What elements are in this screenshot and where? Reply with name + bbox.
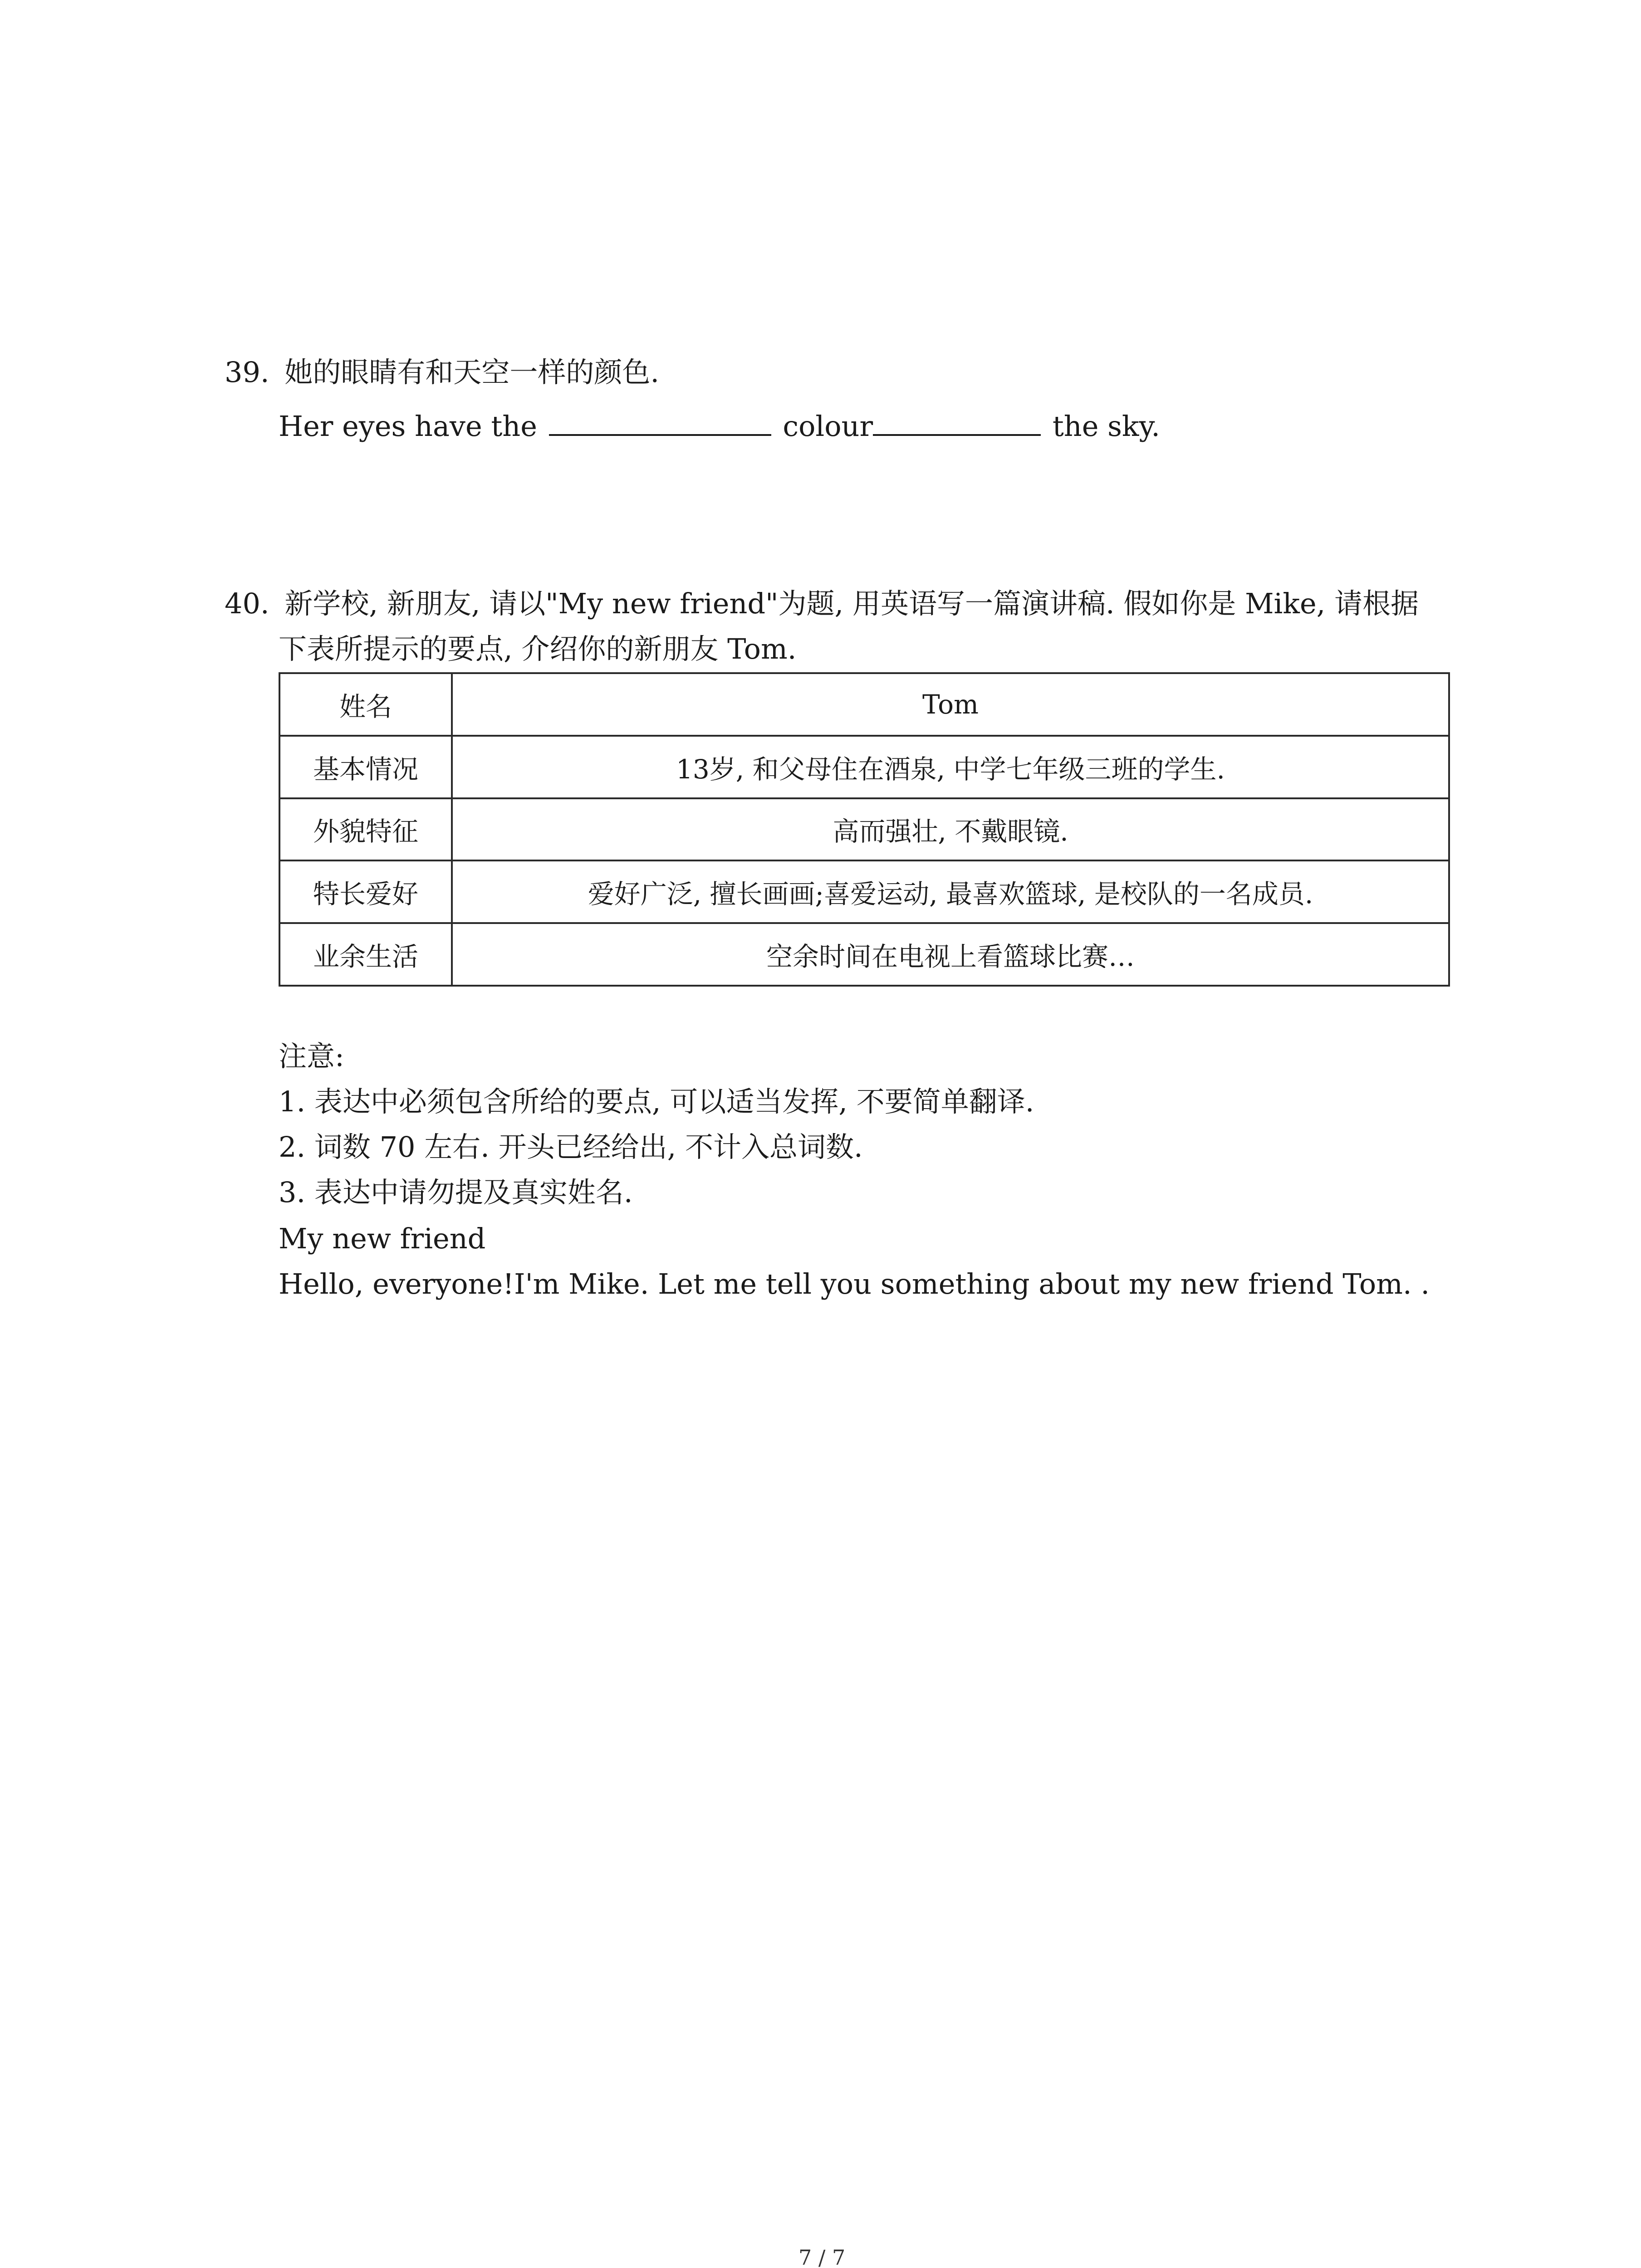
note-item: 2. 词数 70 左右. 开头已经给出, 不计入总词数. <box>279 1130 863 1163</box>
table-row <box>279 798 1449 861</box>
answer-blank-2[interactable] <box>873 407 1041 436</box>
row-value: Tom <box>452 673 1449 736</box>
question-39-number: 39. <box>225 356 269 389</box>
row-value: 空余时间在电视上看篮球比赛… <box>452 923 1449 986</box>
key-points-table <box>279 672 1450 987</box>
question-39-chinese: 她的眼睛有和天空一样的颜色. <box>284 356 660 389</box>
table-row <box>279 860 1449 923</box>
question-40-prompt-line1 <box>225 587 1419 620</box>
table-row <box>279 673 1449 736</box>
question-39-sentence <box>279 407 1160 443</box>
question-40-prompt-text1: 新学校, 新朋友, 请以"My new friend"为题, 用英语写一篇演讲稿. 假如你是 Mike, 请根据 <box>284 587 1419 620</box>
row-key: 姓名 <box>279 673 452 736</box>
table-row <box>279 923 1449 986</box>
question-40-number: 40. <box>225 587 269 620</box>
row-key: 基本情况 <box>279 736 452 798</box>
notes-heading: 注意: <box>279 1040 344 1073</box>
question-39-prompt <box>225 356 660 389</box>
essay-opening: Hello, everyone!I'm Mike. Let me tell you something about my new friend Tom. . <box>279 1267 1430 1300</box>
question-40-prompt-line2: 下表所提示的要点, 介绍你的新朋友 Tom. <box>279 632 797 665</box>
row-key: 特长爱好 <box>279 860 452 923</box>
row-key: 业余生活 <box>279 923 452 986</box>
note-item: 1. 表达中必须包含所给的要点, 可以适当发挥, 不要简单翻译. <box>279 1085 1034 1118</box>
page-number: 7 / 7 <box>798 2245 846 2268</box>
note-item: 3. 表达中请勿提及真实姓名. <box>279 1176 633 1209</box>
row-value: 13岁, 和父母住在酒泉, 中学七年级三班的学生. <box>452 736 1449 798</box>
table-row <box>279 736 1449 798</box>
question-39-part2: colour <box>783 409 873 443</box>
question-39-part3: the sky. <box>1052 409 1160 443</box>
row-key: 外貌特征 <box>279 798 452 861</box>
question-39-part1: Her eyes have the <box>279 409 537 443</box>
answer-blank-1[interactable] <box>549 407 771 436</box>
row-value: 爱好广泛, 擅长画画;喜爱运动, 最喜欢篮球, 是校队的一名成员. <box>452 860 1449 923</box>
essay-title: My new friend <box>279 1222 486 1255</box>
row-value: 高而强壮, 不戴眼镜. <box>452 798 1449 861</box>
